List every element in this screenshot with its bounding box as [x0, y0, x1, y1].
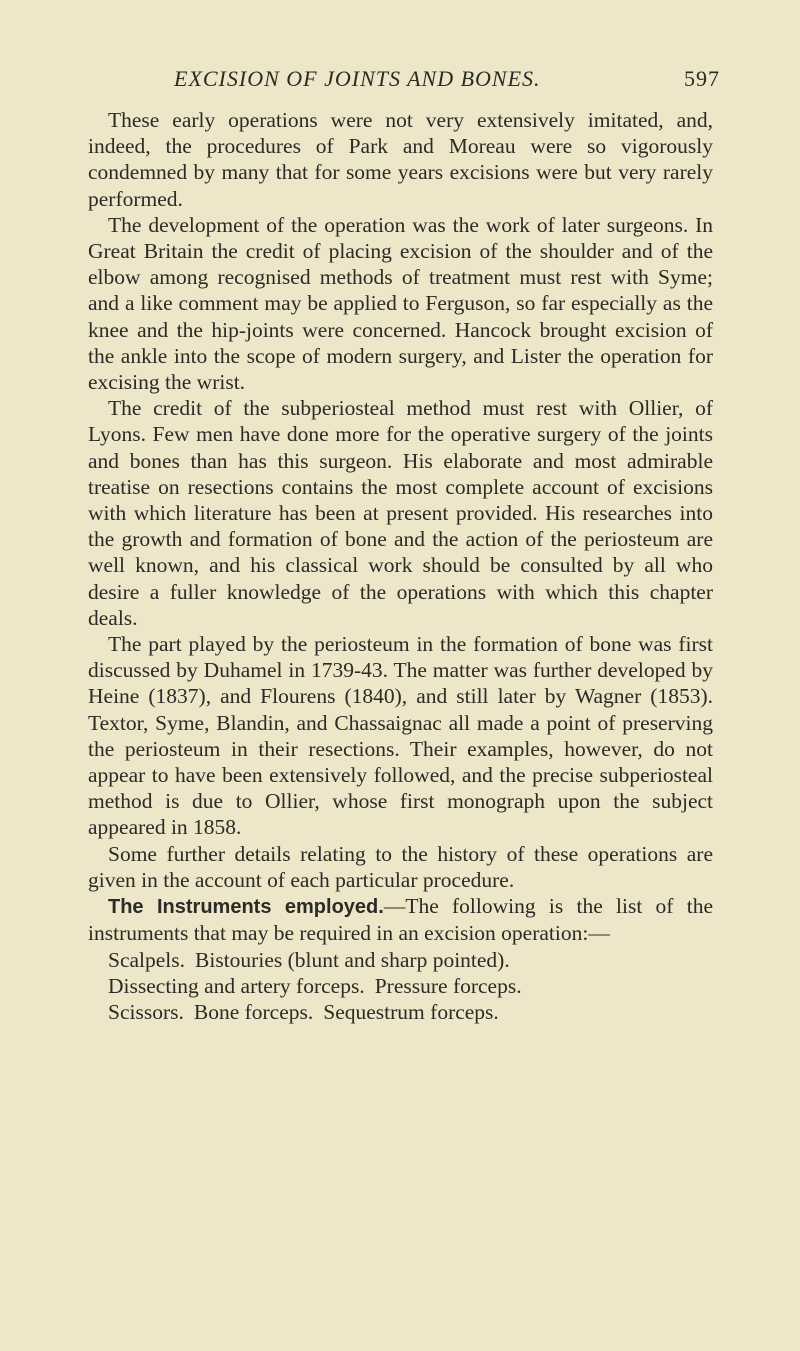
instrument-item: Bone forceps.	[193, 999, 314, 1024]
instrument-list	[108, 947, 713, 1026]
section-intro: —The following is the list of the instruments that may be required in an excision operation:—	[88, 894, 713, 946]
instrument-line	[108, 947, 713, 973]
instrument-item: Dissecting and artery forceps.	[108, 973, 365, 998]
paragraph: Some further details relating to the history of these operations are given in the account of each particular procedure.	[88, 841, 713, 892]
paragraph: The credit of the subperiosteal method must rest with Ollier, of Lyons. Few men have done more for the operative surgery of the joints and bones than has this surgeon. His elaborate and most admirable treatise on resections contains the most complete account of excisions with which literature has been at present provided. His researches into the growth and formation of bone and the action of the periosteum are well known, and his classical work should be consulted by all who desire a fuller knowledge of the operations with which this chapter deals.	[88, 396, 713, 630]
section-heading: The Instruments employed.	[108, 896, 384, 919]
instruments-paragraph	[88, 893, 713, 946]
instrument-item: Scissors.	[108, 999, 184, 1024]
paragraph: The part played by the periosteum in the formation of bone was first discussed by Duhamel in 1739-43. The matter was further developed by Heine (1837), and Flourens (1840), and still later by Wagner (1853). Textor, Syme, Blandin, and Chassaignac all made a point of preserving the periosteum in their resections. Their examples, however, do not appear to have been extensively followed, and the precise subperiosteal method is due to Ollier, whose first monograph upon the subject appeared in 1858.	[88, 632, 713, 840]
instrument-item: Pressure forceps.	[374, 973, 522, 998]
paragraph: These early operations were not very extensively imitated, and, indeed, the procedures of Park and Moreau were so vigorously condemned by many that for some years excisions were but very rarely performed.	[88, 108, 713, 211]
paragraph: The development of the operation was the work of later surgeons. In Great Britain the credit of placing excision of the shoulder and of the elbow among recognised methods of treatment must rest with Syme; and a like comment may be applied to Ferguson, so far especially as the knee and the hip-joints were concerned. Hancock brought excision of the ankle into the scope of modern surgery, and Lister the operation for excising the wrist.	[88, 212, 713, 395]
instrument-line	[108, 999, 713, 1025]
instrument-item: Bistouries (blunt and sharp pointed).	[195, 947, 510, 972]
instrument-item: Sequestrum forceps.	[323, 999, 499, 1024]
running-title: EXCISION OF JOINTS AND BONES.	[174, 66, 541, 91]
instrument-item: Scalpels.	[108, 947, 186, 972]
instrument-line	[108, 973, 713, 999]
body-text	[88, 107, 713, 1025]
page-number: 597	[684, 66, 720, 91]
page-header	[160, 58, 720, 98]
